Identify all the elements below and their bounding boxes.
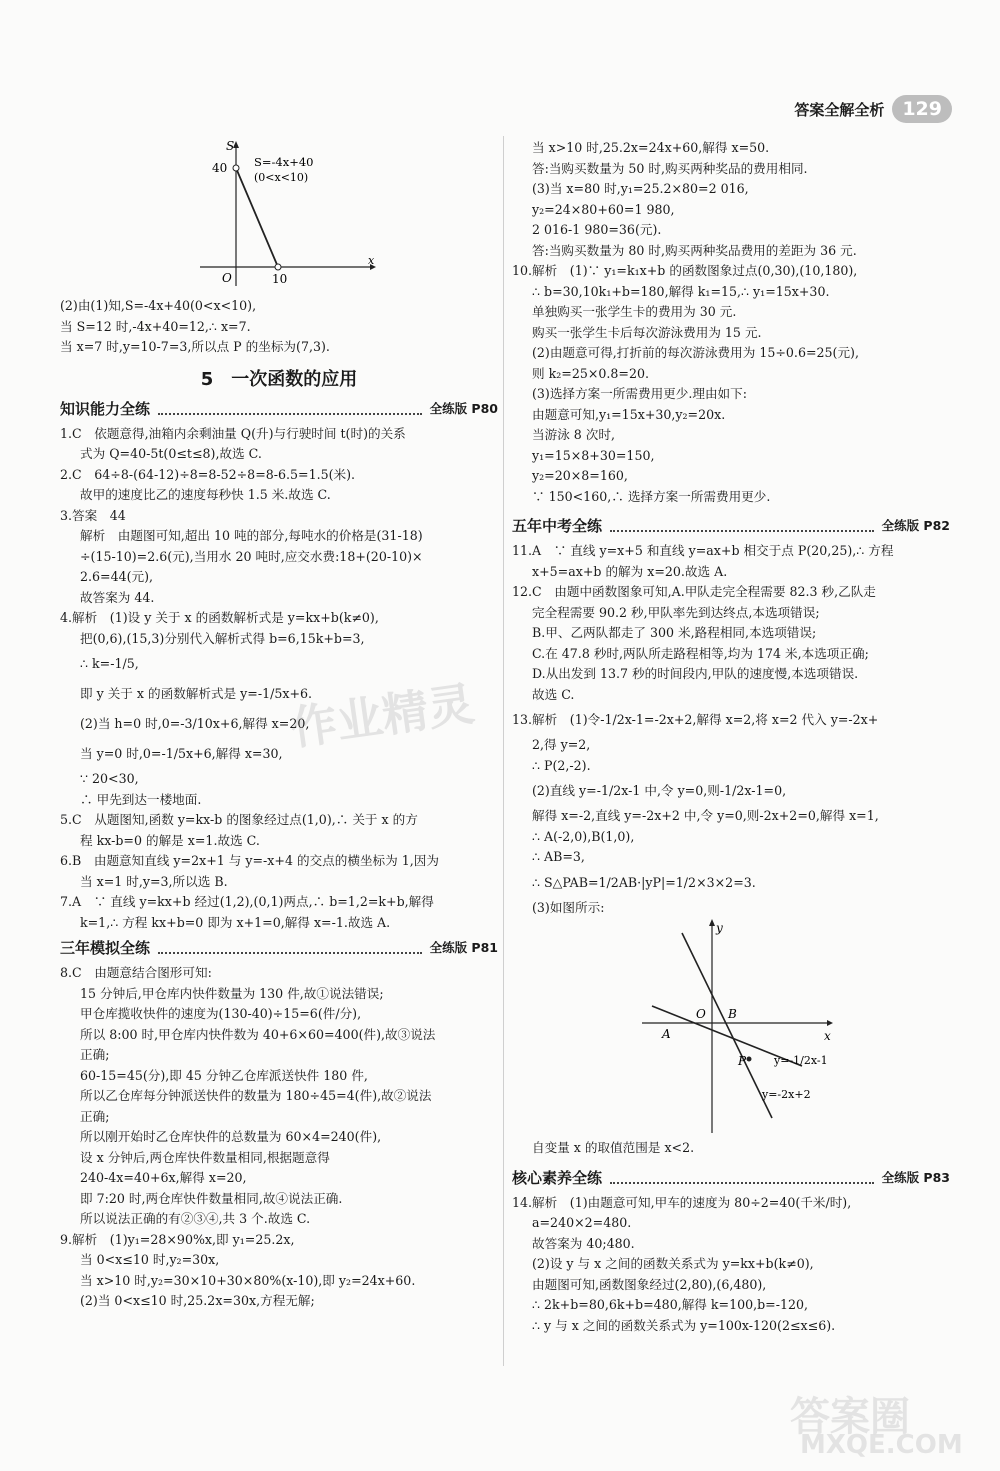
graph-y-axis-label: S	[226, 139, 235, 153]
graph-origin-label: O	[222, 271, 232, 285]
text-line: 15 分钟后,甲仓库内快件数量为 130 件,故①说法错误;	[80, 985, 384, 1001]
text-line: ∵ 150<160,∴ 选择方案一所需费用更少.	[532, 488, 771, 504]
text-line: (2)由(1)知,S=-4x+40(0<x<10),	[60, 298, 257, 313]
text-line: 当游泳 8 次时,	[532, 427, 615, 442]
graph2-point-a-label: A	[662, 1027, 671, 1041]
text-line: 60-15=45(分),即 45 分钟乙仓库派送快件 180 件,	[80, 1067, 368, 1083]
text-line: 购买一张学生卡后每次游泳费用为 15 元.	[532, 324, 762, 340]
text-line: 10.解析 (1)∵ y₁=k₁x+b 的函数图象过点(0,30),(10,180),	[512, 263, 858, 278]
text-line: 解析 由题图可知,超出 10 吨的部分,每吨水的价格是(31-18)	[80, 528, 423, 543]
text-line: 所以 8:00 时,甲仓库内快件数为 40+6×60=400(件),故③说法	[80, 1026, 436, 1042]
text-line: ∴ k=-1/5,	[80, 656, 139, 671]
graph2-line1-label: y=-1/2x-1	[774, 1054, 828, 1067]
text-line: y₂=20×8=160,	[532, 468, 628, 483]
text-line: 正确;	[80, 1108, 110, 1124]
watermark-zuoye: 作业精灵	[287, 676, 478, 756]
header-title: 答案全解全析	[794, 100, 885, 119]
section-bar-five-year	[512, 515, 950, 537]
text-line: (3)如图所示:	[532, 899, 605, 915]
text-line: 式为 Q=40-5t(0≤t≤8),故选 C.	[80, 446, 262, 461]
text-line: 2,得 y=2,	[532, 737, 591, 752]
text-line: a=240×2=480.	[532, 1215, 632, 1230]
text-line: (2)由题意可得,打折前的每次游泳费用为 15÷0.6=25(元),	[532, 345, 859, 360]
section-bar-knowledge	[60, 398, 498, 420]
text-line: 答:当购买数量为 80 时,购买两种奖品费用的差距为 36 元.	[532, 242, 857, 258]
bar-title: 五年中考全练	[512, 517, 603, 535]
text-line: 1.C 依题意得,油箱内余剩油量 Q(升)与行驶时间 t(时)的关系	[60, 425, 406, 441]
bar-dots	[158, 942, 422, 954]
graph2-point-b-label: B	[728, 1007, 737, 1021]
text-line: ∴ 2k+b=80,6k+b=480,解得 k=100,b=-120,	[532, 1297, 809, 1312]
text-line: 所以说法正确的有②③④,共 3 个.故选 C.	[80, 1211, 311, 1226]
text-line: y₂=24×80+60=1 980,	[532, 201, 675, 217]
text-line: (2)当 0<x≤10 时,25.2x=30x,方程无解;	[80, 1293, 315, 1308]
graph2-line2-label: y=-2x+2	[762, 1088, 811, 1101]
text-line: ∵ 20<30,	[80, 771, 139, 786]
text-line: ∴ b=30,10k₁+b=180,解得 k₁=15,∴ y₁=15x+30.	[532, 283, 830, 299]
text-line: 13.解析 (1)令-1/2x-1=-2x+2,解得 x=2,将 x=2 代入 y=-2x+	[512, 712, 879, 727]
text-line: 甲仓库揽收快件的速度为(130-40)÷15=6(件/分),	[80, 1006, 362, 1021]
text-line: 当 S=12 时,-4x+40=12,∴ x=7.	[60, 318, 251, 334]
text-line: B.甲、乙两队都走了 300 米,路程相同,本选项错误;	[532, 625, 817, 640]
right-bottom-text	[512, 1193, 950, 1337]
text-line: 9.解析 (1)y₁=28×90%x,即 y₁=25.2x,	[60, 1231, 295, 1247]
text-line: 程 kx-b=0 的解是 x=1.故选 C.	[80, 832, 260, 848]
text-line: 8.C 由题意结合图形可知:	[60, 965, 212, 980]
graph-y-tick: 40	[212, 161, 228, 175]
graph2-point-p-label: P	[738, 1054, 747, 1068]
text-line: ∴ A(-2,0),B(1,0),	[532, 828, 635, 844]
text-line: ∴ AB=3,	[532, 849, 585, 864]
text-line: (3)当 x=80 时,y₁=25.2×80=2 016,	[532, 181, 749, 196]
text-line: 当 0<x≤10 时,y₂=30x,	[80, 1252, 220, 1267]
text-line: 当 y=0 时,0=-1/5x+6,解得 x=30,	[80, 746, 283, 761]
text-line: ÷(15-10)=2.6(元),当用水 20 吨时,应交水费:18+(20-10)×	[80, 548, 423, 564]
bar-ref: 全练版 P83	[881, 1169, 950, 1185]
graph2-x-axis-label: x	[824, 1029, 831, 1043]
text-line: 所以乙仓库每分钟派送快件的数量为 180÷45=4(件),故②说法	[80, 1088, 432, 1103]
text-line: 答:当购买数量为 50 时,购买两种奖品的费用相同.	[532, 160, 808, 176]
text-line: 11.A ∵ 直线 y=x+5 和直线 y=ax+b 相交于点 P(20,25),∴ 方程	[512, 543, 894, 558]
text-line: ∴ P(2,-2).	[532, 757, 591, 773]
text-line: (2)直线 y=-1/2x-1 中,令 y=0,则-1/2x-1=0,	[532, 783, 787, 798]
bar-dots	[158, 403, 422, 415]
bar-title: 核心素养全练	[512, 1168, 603, 1187]
right-top-text	[512, 138, 950, 507]
graph2-y-axis-label: y	[716, 921, 723, 935]
text-line: D.从出发到 13.7 秒的时间段内,甲队的速度慢,本选项错误.	[532, 666, 859, 681]
text-line: 当 x>10 时,y₂=30×10+30×80%(x-10),即 y₂=24x+60.	[80, 1272, 416, 1288]
s-x-graph	[200, 136, 380, 296]
s-x-graph-svg	[200, 136, 380, 296]
text-line: 故甲的速度比乙的速度每秒快 1.5 米.故选 C.	[80, 487, 331, 502]
text-line: 所以刚开始时乙仓库快件的总数量为 60×4=240(件),	[80, 1129, 382, 1144]
line-intersection-graph	[642, 918, 902, 1138]
page-number: 129	[892, 95, 952, 123]
text-line: 单独购买一张学生卡的费用为 30 元.	[532, 304, 737, 319]
text-line: 7.A ∵ 直线 y=kx+b 经过(1,2),(0,1)两点,∴ b=1,2=k+b,解得	[60, 894, 434, 909]
watermark-daanquan: 答案圈	[790, 1394, 910, 1440]
graph-domain-label: (0<x<10)	[254, 171, 309, 184]
text-line: 即 y 关于 x 的函数解析式是 y=-1/5x+6.	[80, 686, 313, 701]
right-mid-text	[512, 541, 950, 918]
text-line: ∴ S△PAB=1/2AB·|yP|=1/2×3×2=3.	[532, 874, 756, 890]
text-line: (3)选择方案一所需费用更少.理由如下:	[532, 386, 747, 401]
text-line: 14.解析 (1)由题意可知,甲车的速度为 80÷2=40(千米/时),	[512, 1194, 852, 1210]
bar-title: 三年模拟全练	[60, 939, 151, 957]
text-line: 当 x>10 时,25.2x=24x+60,解得 x=50.	[532, 140, 770, 155]
text-line: k=1,∴ 方程 kx+b=0 即为 x+1=0,解得 x=-1.故选 A.	[80, 914, 391, 930]
watermark-mxqe: MXQE.COM	[800, 1430, 963, 1460]
text-line: 由题图可知,函数图象经过(2,80),(6,480),	[532, 1276, 767, 1292]
section-title: 5 一次函数的应用	[200, 368, 358, 390]
graph2-origin-label: O	[696, 1007, 706, 1021]
left-top-text	[60, 296, 498, 358]
column-divider	[503, 136, 504, 1366]
line-intersection-svg	[642, 918, 902, 1138]
text-line: 5.C 从题图知,函数 y=kx-b 的图象经过点(1,0),∴ 关于 x 的方	[60, 812, 418, 827]
text-line: y₁=15×8+30=150,	[532, 447, 655, 463]
section-bar-core	[512, 1167, 950, 1189]
text-line: 2.C 64÷8-(64-12)÷8=8-52÷8=8-6.5=1.5(米).	[60, 466, 356, 482]
text-line: 3.答案 44	[60, 507, 126, 523]
bar-dots	[610, 520, 874, 532]
text-line: (2)设 y 与 x 之间的函数关系式为 y=kx+b(k≠0),	[532, 1256, 814, 1271]
bar-ref: 全练版 P82	[881, 518, 950, 533]
text-line: 2 016-1 980=36(元).	[532, 222, 662, 237]
text-line: 故选 C.	[532, 686, 575, 702]
text-line: 则 k₂=25×0.8=20.	[532, 365, 650, 381]
graph-equation-label: S=-4x+40	[254, 155, 314, 169]
text-line: 当 x=7 时,y=10-7=3,所以点 P 的坐标为(7,3).	[60, 339, 330, 354]
text-line: 2.6=44(元),	[80, 569, 154, 584]
text-line: 当 x=1 时,y=3,所以选 B.	[80, 873, 228, 889]
bar-dots	[610, 1172, 874, 1184]
text-line: ∴ y 与 x 之间的函数关系式为 y=100x-120(2≤x≤6).	[532, 1317, 836, 1333]
left-bottom-text	[60, 963, 498, 1312]
text-line: C.在 47.8 秒时,两队所走路程相等,均为 174 米,本选项正确;	[532, 645, 869, 661]
text-line: 故答案为 44.	[80, 589, 155, 605]
right-column	[512, 138, 950, 1336]
text-line: x+5=ax+b 的解为 x=20.故选 A.	[532, 563, 728, 579]
text-line: (2)当 h=0 时,0=-3/10x+6,解得 x=20,	[80, 716, 310, 731]
header	[794, 92, 952, 126]
graph-x-tick: 10	[272, 272, 288, 286]
text-line: ∴ 甲先到达一楼地面.	[80, 791, 202, 807]
text-line: 自变量 x 的取值范围是 x<2.	[532, 1140, 695, 1155]
text-line: 完全程需要 90.2 秒,甲队率先到达终点,本选项错误;	[532, 604, 820, 620]
bar-title: 知识能力全练	[60, 399, 151, 418]
text-line: 解得 x=-2,直线 y=-2x+2 中,令 y=0,则-2x+2=0,解得 x=1,	[532, 808, 879, 823]
section-bar-three-year	[60, 937, 498, 959]
text-line: 240-4x=40+6x,解得 x=20,	[80, 1170, 247, 1185]
text-line: 故答案为 40;480.	[532, 1235, 635, 1251]
text-line: 4.解析 (1)设 y 关于 x 的函数解析式是 y=kx+b(k≠0),	[60, 610, 379, 625]
text-line: 即 7:20 时,两仓库快件数量相同,故④说法正确.	[80, 1190, 343, 1206]
text-line: 正确;	[80, 1047, 110, 1062]
graph-x-axis-label: x	[368, 254, 375, 267]
text-line: 6.B 由题意知直线 y=2x+1 与 y=-x+4 的交点的横坐标为 1,因为	[60, 853, 439, 868]
bar-ref: 全练版 P81	[429, 940, 498, 955]
text-line: 由题意可知,y₁=15x+30,y₂=20x.	[532, 406, 726, 422]
bar-ref: 全练版 P80	[429, 400, 498, 416]
text-line: 把(0,6),(15,3)分别代入解析式得 b=6,15k+b=3,	[80, 630, 365, 646]
text-line: 设 x 分钟后,两仓库快件数量相同,根据题意得	[80, 1149, 330, 1165]
text-line: 12.C 由题中函数图象可知,A.甲队走完全程需要 82.3 秒,乙队走	[512, 584, 876, 599]
